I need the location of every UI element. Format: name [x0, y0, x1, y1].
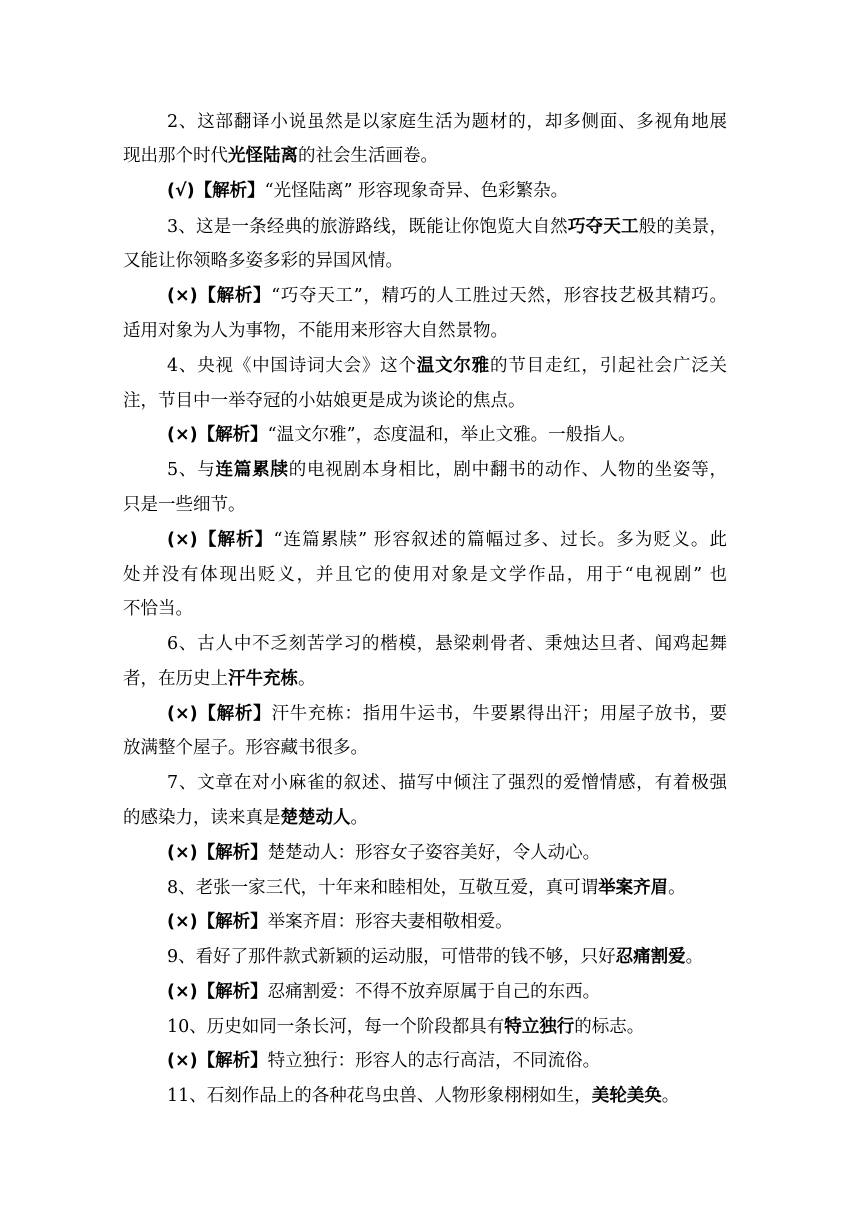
question-text: 般的美景，	[638, 217, 728, 237]
question-text: 9、看好了那件款式新颖的运动服，可惜带的钱不够，只好	[167, 947, 616, 967]
answer-8-line-1	[167, 910, 513, 934]
question-text: 又能让你领略多姿多彩的异国风情。	[123, 251, 403, 271]
analysis-label: 【解析】	[197, 982, 268, 1002]
judgement-mark: (×)	[167, 530, 198, 550]
question-text: 10、历史如同一条长河，每一个阶段都具有	[167, 1017, 505, 1037]
idiom-highlight: 忍痛割爱	[615, 947, 686, 967]
question-9-line-1	[167, 945, 703, 969]
question-text: 5、与	[167, 460, 216, 480]
judgement-mark: (×)	[167, 912, 198, 932]
question-text: 4、央视《中国诗词大会》这个	[167, 356, 417, 376]
analysis-text: 放满整个屋子。形容藏书很多。	[123, 738, 368, 758]
idiom-highlight: 巧夺天工	[567, 217, 639, 237]
idiom-highlight: 特立独行	[504, 1017, 575, 1037]
answer-6-line-2	[123, 736, 368, 760]
analysis-label: 【解析】	[197, 425, 268, 445]
question-5-line-2	[123, 493, 246, 517]
answer-3-line-1	[167, 284, 727, 308]
analysis-text: “连篇累牍” 形容叙述的篇幅过多、过长。多为贬义。此	[273, 530, 727, 550]
question-text: 只是一些细节。	[123, 495, 246, 515]
analysis-label: 【解析】	[197, 704, 272, 724]
judgement-mark: (×)	[167, 982, 198, 1002]
question-text: 。	[668, 878, 686, 898]
judgement-mark: (×)	[167, 286, 198, 306]
analysis-text: 处并没有体现出贬义，并且它的使用对象是文学作品，用于“电视剧” 也	[123, 565, 727, 585]
question-text: 。	[685, 947, 704, 967]
answer-9-line-1	[167, 980, 600, 1004]
analysis-text: “巧夺天工”，精巧的人工胜过天然，形容技艺极其精巧。	[271, 286, 727, 306]
analysis-text: 汗牛充栋：指用牛运书，牛要累得出汗；用屋子放书，要	[271, 704, 728, 724]
question-text: 的社会生活画卷。	[298, 146, 438, 166]
question-text: 注，节目中一举夺冠的小姑娘更是成为谈论的焦点。	[123, 391, 526, 411]
question-text: 8、老张一家三代，十年来和睦相处，互敬互爱，真可谓	[167, 878, 599, 898]
idiom-highlight: 汗牛充栋	[228, 669, 298, 689]
judgement-mark: (√)	[167, 181, 195, 201]
question-5-line-1	[167, 458, 727, 482]
analysis-text: 楚楚动人：形容女子姿容美好，令人动心。	[267, 843, 601, 863]
judgement-mark: (×)	[167, 843, 198, 863]
question-7-line-1	[167, 771, 727, 795]
question-11-line-1	[167, 1084, 679, 1108]
analysis-label: 【解析】	[197, 843, 268, 863]
answer-5-line-3	[123, 597, 193, 621]
question-3-line-1	[167, 215, 727, 239]
question-text: 的节目走红，引起社会广泛关	[489, 356, 728, 376]
analysis-label: 【解析】	[197, 1051, 268, 1071]
answer-5-line-1	[167, 528, 727, 552]
analysis-label: 【解析】	[197, 912, 268, 932]
question-text: 。	[661, 1086, 680, 1106]
idiom-highlight: 举案齐眉	[598, 878, 669, 898]
idiom-highlight: 楚楚动人	[280, 808, 351, 828]
analysis-text: 特立独行：形容人的志行高洁，不同流俗。	[267, 1051, 601, 1071]
answer-2-line-1	[167, 179, 568, 203]
question-text: 的感染力，读来真是	[123, 808, 281, 828]
question-3-line-2	[123, 249, 403, 273]
analysis-text: “温文尔雅”，态度温和，举止文雅。一般指人。	[267, 425, 636, 445]
judgement-mark: (×)	[167, 704, 198, 724]
analysis-text: 不恰当。	[123, 599, 193, 619]
idiom-highlight: 连篇累牍	[215, 460, 289, 480]
analysis-label: 【解析】	[197, 530, 274, 550]
analysis-label: 【解析】	[194, 181, 265, 201]
question-2-line-2	[123, 144, 438, 168]
idiom-highlight: 美轮美奂	[591, 1086, 662, 1106]
question-text: 现出那个时代	[123, 146, 228, 166]
question-text: 。	[350, 808, 368, 828]
answer-7-line-1	[167, 841, 600, 865]
question-text: 。	[298, 669, 316, 689]
answer-3-line-2	[123, 319, 508, 343]
judgement-mark: (×)	[167, 425, 198, 445]
answer-4-line-1	[167, 423, 636, 447]
question-text: 11、石刻作品上的各种花鸟虫兽、人物形象栩栩如生，	[167, 1086, 592, 1106]
question-8-line-1	[167, 876, 686, 900]
idiom-highlight: 光怪陆离	[228, 146, 298, 166]
analysis-text: 忍痛割爱：不得不放弃原属于自己的东西。	[267, 982, 601, 1002]
question-text: 2、这部翻译小说虽然是以家庭生活为题材的，却多侧面、多视角地展	[167, 112, 727, 132]
question-text: 7、文章在对小麻雀的叙述、描写中倾注了强烈的爱憎情感，有着极强	[167, 773, 727, 793]
analysis-text: “光怪陆离” 形容现象奇异、色彩繁杂。	[264, 181, 569, 201]
answer-6-line-1	[167, 702, 727, 726]
analysis-text: 适用对象为人为事物，不能用来形容大自然景物。	[123, 321, 508, 341]
question-7-line-2	[123, 806, 368, 830]
answer-10-line-1	[167, 1049, 600, 1073]
question-text: 者，在历史上	[123, 669, 228, 689]
question-text: 的标志。	[574, 1017, 645, 1037]
question-6-line-2	[123, 667, 316, 691]
question-2-line-1	[167, 110, 727, 134]
question-6-line-1	[167, 632, 727, 656]
question-text: 的电视剧本身相比，剧中翻书的动作、人物的坐姿等，	[288, 460, 728, 480]
idiom-highlight: 温文尔雅	[416, 356, 490, 376]
question-10-line-1	[167, 1015, 644, 1039]
question-text: 3、这是一条经典的旅游路线，既能让你饱览大自然	[167, 217, 568, 237]
judgement-mark: (×)	[167, 1051, 198, 1071]
answer-5-line-2	[123, 563, 727, 587]
analysis-label: 【解析】	[197, 286, 272, 306]
question-4-line-2	[123, 389, 526, 413]
question-4-line-1	[167, 354, 727, 378]
question-text: 6、古人中不乏刻苦学习的楷模，悬梁刺骨者、秉烛达旦者、闻鸡起舞	[167, 634, 727, 654]
analysis-text: 举案齐眉：形容夫妻相敬相爱。	[267, 912, 513, 932]
